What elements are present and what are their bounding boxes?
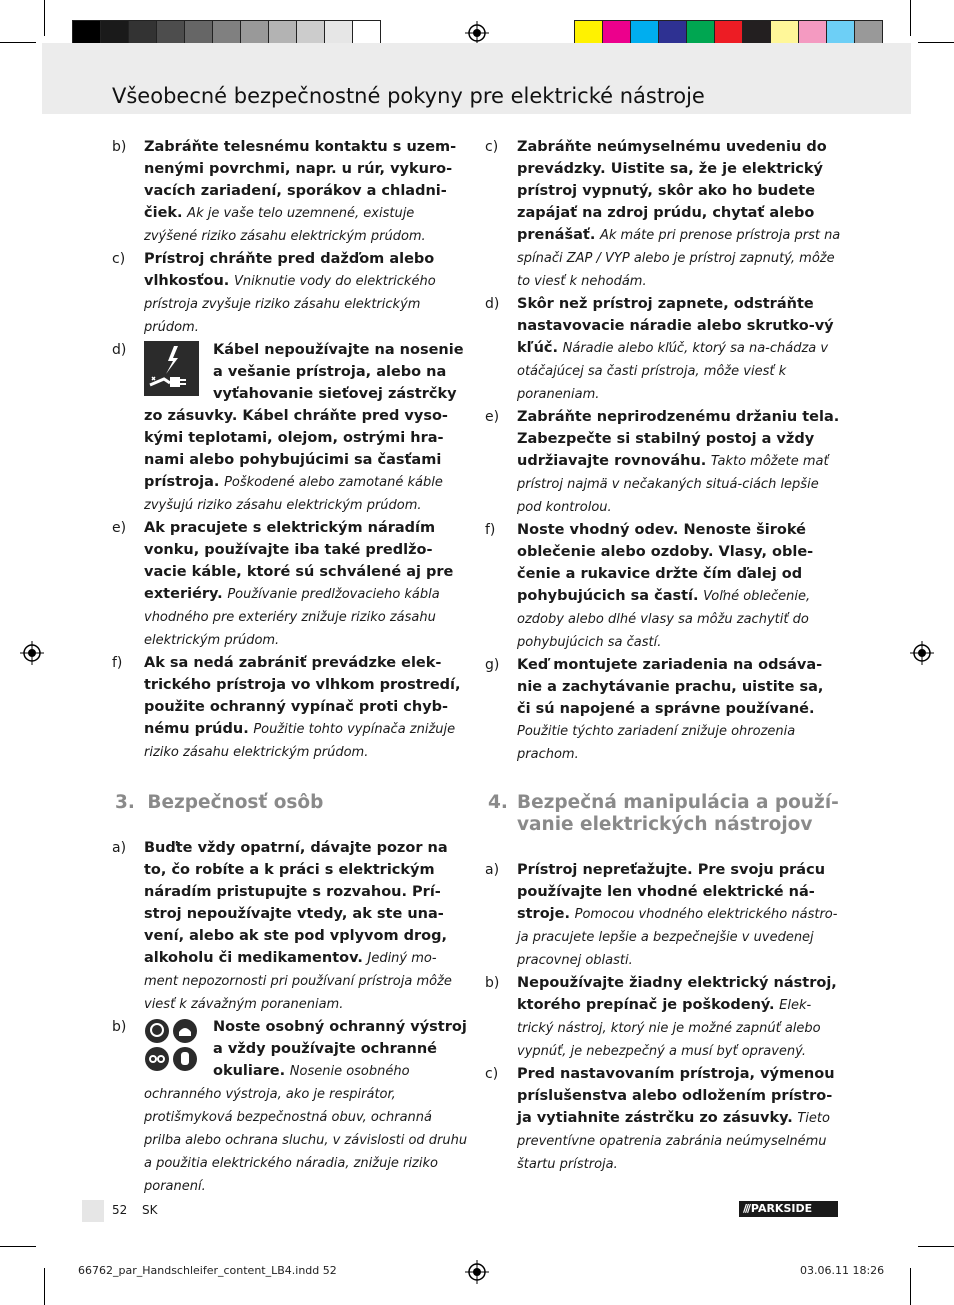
list-item-b [485, 972, 841, 1063]
item-explanation: Ak máte pri prenose prístroja prst na spínači ZAP / VYP alebo je prístroj zapnutý, môže to viesť k nehodám. [517, 228, 841, 289]
list-item-c [112, 248, 468, 339]
item-instruction: Prístroj chráňte pred dažďom alebo vlhkosťou. [144, 251, 435, 289]
registration-mark-icon [465, 21, 489, 45]
list-item-f [485, 519, 841, 654]
item-label: g) [485, 657, 500, 673]
section-number: 4. [488, 792, 508, 813]
list-item-f [112, 652, 468, 764]
section-number: 3. [115, 792, 135, 813]
language-code: SK [142, 1203, 158, 1217]
list-item-a [485, 859, 841, 972]
item-label: b) [112, 139, 127, 155]
parkside-logo [739, 1201, 838, 1217]
item-instruction: Kábel nepoužívajte na nosenie a vešanie prístroja, alebo na vyťahovanie sieťovej zástrčky zo zásuvky. Kábel chráňte pred vyso-kými teplotami, olejom, ostrými hra-nami alebo pohybujúcimi sa časťami prístroja. [144, 342, 464, 490]
item-instruction: Noste vhodný odev. Nenoste široké oblečenie alebo ozdoby. Vlasy, oble-čenie a rukavice držte čím ďalej od pohybujúcich sa častí. [517, 522, 814, 604]
item-explanation: Pomocou vhodného elektrického nástro-ja pracujete lepšie a bezpečnejšie v uvedenej pracovnej oblasti. [517, 907, 838, 968]
list-item-e [112, 517, 468, 652]
item-explanation: Vniknutie vody do elektrického prístroja zvyšuje riziko zásahu elektrickým prúdom. [144, 274, 436, 335]
item-instruction: Keď montujete zariadenia na odsáva-nie a zachytávanie prachu, uistite sa, či sú napojené a správne používané. [517, 657, 824, 717]
item-label: e) [112, 520, 127, 536]
item-explanation: Nosenie osobného ochranného výstroja, ako je respirátor, protišmyková bezpečnostná obuv, ochranná prilba alebo ochrana sluchu, v závislosti od druhu a použitia elektrického náradia, znižuje riziko poranení. [144, 1064, 468, 1194]
electric-shock-cable-icon [144, 341, 199, 396]
item-explanation: Jediný mo-ment nepozornosti pri používaní prístroja môže viesť k závažným poraneniam. [144, 951, 452, 1012]
item-label: c) [112, 251, 126, 267]
section-4-body [485, 859, 841, 1176]
right-column [485, 136, 841, 766]
logo-text: PARKSIDE [750, 1202, 813, 1215]
item-explanation: Použitie tohto vypínača znižuje riziko zásahu elektrickým prúdom. [144, 722, 456, 760]
item-instruction: Pred nastavovaním prístroja, výmenou príslušenstva alebo odložením prístro-ja vytiahnite zástrčku zo zásuvky. [517, 1066, 835, 1126]
item-explanation: Poškodené alebo zamotané káble zvyšujú riziko zásahu elektrickým prúdom. [144, 475, 443, 513]
item-label: d) [112, 342, 127, 358]
page-number-tab [82, 1200, 104, 1222]
item-label: d) [485, 296, 500, 312]
item-explanation: Používanie predlžovacieho kábla vhodného pre exteriéry znižuje riziko zásahu elektrickým prúdom. [144, 587, 440, 648]
left-column [112, 136, 468, 764]
list-item-a [112, 837, 468, 1016]
list-item-d [112, 339, 468, 517]
item-explanation: Elek-trický nástroj, ktorý nie je možné zapnúť alebo vypnúť, je nebezpečný a musí byť opravený. [517, 998, 821, 1059]
section-title: Bezpečnosť osôb [147, 792, 324, 813]
page-title: Všeobecné bezpečnostné pokyny pre elektrické nástroje [112, 84, 705, 108]
list-item-e [485, 406, 841, 519]
crop-mark [910, 1268, 911, 1305]
item-explanation: Ak je vaše telo uzemnené, existuje zvýšené riziko zásahu elektrickým prúdom. [144, 206, 426, 244]
item-instruction: Noste osobný ochranný výstroj a vždy používajte ochranné okuliare. [213, 1019, 467, 1079]
item-label: c) [485, 1066, 499, 1082]
protective-equipment-icon [144, 1018, 199, 1073]
section-heading-4 [488, 792, 848, 836]
list-item-b [112, 1016, 468, 1198]
page-number: 52 [112, 1203, 128, 1217]
crop-mark [44, 0, 45, 36]
list-item-c [485, 1063, 841, 1176]
item-explanation: Tieto preventívne opatrenia zabránia neúmyselnému štartu prístroja. [517, 1111, 830, 1172]
crop-mark [918, 1246, 954, 1247]
crop-mark [0, 42, 36, 43]
item-label: c) [485, 139, 499, 155]
item-label: a) [485, 862, 500, 878]
item-label: b) [485, 975, 500, 991]
item-label: f) [112, 655, 123, 671]
crop-mark [44, 1268, 45, 1305]
list-item-g [485, 654, 841, 766]
list-item-c [485, 136, 841, 293]
registration-mark-icon [910, 641, 934, 665]
item-instruction: Nepoužívajte žiadny elektrický nástroj, ktorého prepínač je poškodený. [517, 975, 837, 1013]
item-label: e) [485, 409, 500, 425]
item-instruction: Ak sa nedá zabrániť prevádzke elek-trického prístroja vo vlhkom prostredí, použite ochranný vypínač proti chyb-nému prúdu. [144, 655, 461, 737]
section-title-line: Bezpečná manipulácia a použí- [517, 792, 839, 813]
item-explanation: Takto môžete mať prístroj najmä v nečakaných situá-ciách lepšie pod kontrolou. [517, 454, 829, 515]
item-instruction: Skôr než prístroj zapnete, odstráňte nastavovacie náradie alebo skrutko-vý kľúč. [517, 296, 834, 356]
item-instruction: Zabráňte neúmyselnému uvedeniu do prevádzky. Uistite sa, že je elektrický prístroj vypnutý, skôr ako ho budete zapájať na zdroj prúdu, chytať alebo prenášať. [517, 139, 827, 243]
slug-filename: 66762_par_Handschleifer_content_LB4.indd 52 [78, 1264, 337, 1277]
item-explanation: Voľné oblečenie, ozdoby alebo dlhé vlasy sa môžu zachytiť do pohybujúcich sa častí. [517, 589, 811, 650]
item-label: f) [485, 522, 496, 538]
section-title-line: vanie elektrických nástrojov [517, 814, 813, 835]
logo-stripes-icon: /// [743, 1202, 751, 1215]
registration-mark-icon [465, 1260, 489, 1284]
crop-mark [0, 1246, 36, 1247]
item-instruction: Prístroj nepreťažujte. Pre svoju prácu používajte len vhodné elektrické ná-stroje. [517, 862, 826, 922]
item-instruction: Buďte vždy opatrní, dávajte pozor na to, čo robíte a k práci s elektrickým náradím pristupujte s rozvahou. Prí-stroj nepoužívajte vtedy, ak ste una-vení, alebo ak ste pod vplyvom drog, alkoholu či medikamentov. [144, 840, 448, 966]
item-label: a) [112, 840, 127, 856]
item-instruction: Zabráňte neprirodzenému držaniu tela. Zabezpečte si stabilný postoj a vždy udržiavajte rovnováhu. [517, 409, 840, 469]
item-instruction: Ak pracujete s elektrickým náradím vonku, používajte iba také predlžo-vacie káble, ktoré sú schválené aj pre exteriéry. [144, 520, 454, 602]
section-heading-3 [115, 792, 465, 814]
crop-mark [918, 42, 954, 43]
list-item-b [112, 136, 468, 248]
item-explanation: Náradie alebo kľúč, ktorý sa na-chádza v otáčajúcej sa časti prístroja, môže viesť k poraneniam. [517, 341, 829, 402]
slug-date: 03.06.11 18:26 [800, 1264, 885, 1277]
item-label: b) [112, 1019, 127, 1035]
crop-mark [910, 0, 911, 36]
section-3-body [112, 837, 468, 1198]
item-instruction: Zabráňte telesnému kontaktu s uzem-nenými povrchmi, napr. u rúr, vykuro-vacích zariadení, sporákov a chladni-čiek. [144, 139, 457, 221]
registration-mark-icon [20, 641, 44, 665]
item-explanation: Použitie týchto zariadení znižuje ohrozenia prachom. [517, 724, 796, 762]
list-item-d [485, 293, 841, 406]
